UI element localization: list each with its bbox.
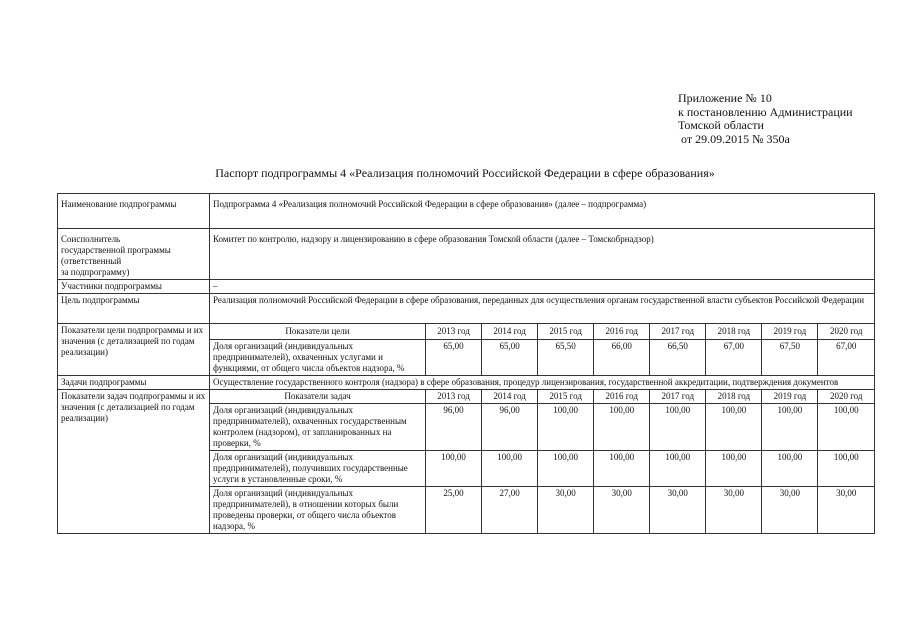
task-indicator-name: Доля организаций (индивидуальных предпринимателей), получивших государственные услуги в установленные сроки, % <box>210 450 426 486</box>
task-year: 2017 год <box>650 390 706 404</box>
row-goal <box>58 294 875 324</box>
row-coexecutor <box>58 229 875 280</box>
table-row <box>210 403 874 450</box>
row-participants-value: – <box>210 280 875 294</box>
goal-indicator-value: 65,00 <box>426 339 482 375</box>
task-indicator-name: Доля организаций (индивидуальных предпринимателей), охваченных государственным контролем (надзором), от запланированных на проверки, % <box>210 403 426 450</box>
row-goal-value: Реализация полномочий Российской Федерации в сфере образования, переданных для осуществления органам государственной власти субъектов Российской Федерации <box>210 294 875 324</box>
row-goal-label: Цель подпрограммы <box>58 294 210 324</box>
row-name-label: Наименование подпрограммы <box>58 194 210 229</box>
goal-indicators-cell <box>210 324 875 376</box>
row-tasks-value: Осуществление государственного контроля (надзора) в сфере образования, процедур лицензирования, государственной аккредитации, подтверждения документов <box>210 375 875 389</box>
row-name <box>58 194 875 229</box>
row-goal-indicators <box>58 324 875 376</box>
task-indicator-value: 100,00 <box>706 450 762 486</box>
passport-table <box>57 193 875 534</box>
goal-year: 2015 год <box>538 324 594 339</box>
goal-indicator-value: 67,50 <box>762 339 818 375</box>
row-participants-label: Участники подпрограммы <box>58 280 210 294</box>
task-indicator-name: Доля организаций (индивидуальных предпринимателей), в отношении которых были проведены проверки, от общего числа объектов надзора, % <box>210 486 426 533</box>
appendix-date: от 29.09.2015 № 350а <box>678 131 790 146</box>
task-indicator-value: 96,00 <box>482 403 538 450</box>
task-indicator-value: 30,00 <box>650 486 706 533</box>
goal-indicator-value: 65,00 <box>482 339 538 375</box>
appendix-number: Приложение № 10 <box>678 91 772 105</box>
appendix-region: Томской области <box>678 118 764 132</box>
task-indicator-value: 100,00 <box>594 450 650 486</box>
task-year: 2018 год <box>706 390 762 404</box>
task-indicator-value: 100,00 <box>818 450 874 486</box>
task-year: 2020 год <box>818 390 874 404</box>
task-year: 2015 год <box>538 390 594 404</box>
row-tasks <box>58 375 875 389</box>
goal-indicators-header: Показатели цели <box>210 324 426 339</box>
row-tasks-label: Задачи подпрограммы <box>58 375 210 389</box>
task-indicator-value: 100,00 <box>762 403 818 450</box>
task-indicator-value: 25,00 <box>426 486 482 533</box>
task-indicator-value: 100,00 <box>706 403 762 450</box>
task-indicator-value: 100,00 <box>482 450 538 486</box>
task-year: 2014 год <box>482 390 538 404</box>
goal-year: 2020 год <box>818 324 874 339</box>
task-indicators-header: Показатели задач <box>210 390 426 404</box>
goal-indicator-value: 67,00 <box>818 339 874 375</box>
goal-year: 2016 год <box>594 324 650 339</box>
task-indicator-value: 100,00 <box>818 403 874 450</box>
table-row <box>210 450 874 486</box>
task-indicator-value: 100,00 <box>594 403 650 450</box>
task-indicator-value: 30,00 <box>538 486 594 533</box>
row-task-indicators <box>58 389 875 533</box>
coexecutor-label-line: (ответственный <box>61 256 122 266</box>
task-indicators-header-row <box>210 390 874 404</box>
task-indicator-value: 96,00 <box>426 403 482 450</box>
coexecutor-label-line: государственной программы <box>61 245 171 255</box>
table-row <box>210 486 874 533</box>
task-year: 2019 год <box>762 390 818 404</box>
task-indicators-cell <box>210 389 875 533</box>
goal-indicator-name: Доля организаций (индивидуальных предпринимателей), охваченных услугами и функциями, от общего числа объектов надзора, % <box>210 339 426 375</box>
task-indicator-value: 100,00 <box>538 450 594 486</box>
row-coexecutor-value: Комитет по контролю, надзору и лицензированию в сфере образования Томской области (далее – Томскобрнадзор) <box>210 229 875 280</box>
task-indicator-value: 30,00 <box>706 486 762 533</box>
goal-year: 2019 год <box>762 324 818 339</box>
task-indicator-value: 100,00 <box>426 450 482 486</box>
task-indicator-value: 27,00 <box>482 486 538 533</box>
task-indicator-value: 100,00 <box>650 403 706 450</box>
document-title: Паспорт подпрограммы 4 «Реализация полномочий Российской Федерации в сфере образования» <box>215 166 715 180</box>
row-participants <box>58 280 875 294</box>
goal-indicators-table <box>210 324 874 375</box>
task-indicator-value: 100,00 <box>650 450 706 486</box>
row-task-indicators-label: Показатели задач подпрограммы и их значения (с детализацией по годам реализации) <box>58 389 210 533</box>
appendix-header <box>678 92 853 146</box>
goal-indicator-value: 66,50 <box>650 339 706 375</box>
row-goal-indicators-label: Показатели цели подпрограммы и их значения (с детализацией по годам реализации) <box>58 324 210 376</box>
goal-year: 2013 год <box>426 324 482 339</box>
appendix-resolution: к постановлению Администрации <box>678 104 853 119</box>
goal-indicator-value: 65,50 <box>538 339 594 375</box>
table-row <box>210 339 874 375</box>
task-indicator-value: 30,00 <box>762 486 818 533</box>
coexecutor-label-line: Соисполнитель <box>61 234 121 244</box>
row-coexecutor-label <box>58 229 210 280</box>
task-year: 2013 год <box>426 390 482 404</box>
coexecutor-label-line: за подпрограмму) <box>61 267 130 277</box>
task-year: 2016 год <box>594 390 650 404</box>
goal-year: 2018 год <box>706 324 762 339</box>
task-indicator-value: 30,00 <box>818 486 874 533</box>
task-indicators-table <box>210 390 874 533</box>
goal-indicator-value: 66,00 <box>594 339 650 375</box>
goal-indicator-value: 67,00 <box>706 339 762 375</box>
goal-year: 2017 год <box>650 324 706 339</box>
goal-year: 2014 год <box>482 324 538 339</box>
task-indicator-value: 100,00 <box>762 450 818 486</box>
goal-indicators-header-row <box>210 324 874 339</box>
task-indicator-value: 30,00 <box>594 486 650 533</box>
row-name-value: Подпрограмма 4 «Реализация полномочий Российской Федерации в сфере образования» (далее – подпрограмма) <box>210 194 875 229</box>
task-indicator-value: 100,00 <box>538 403 594 450</box>
